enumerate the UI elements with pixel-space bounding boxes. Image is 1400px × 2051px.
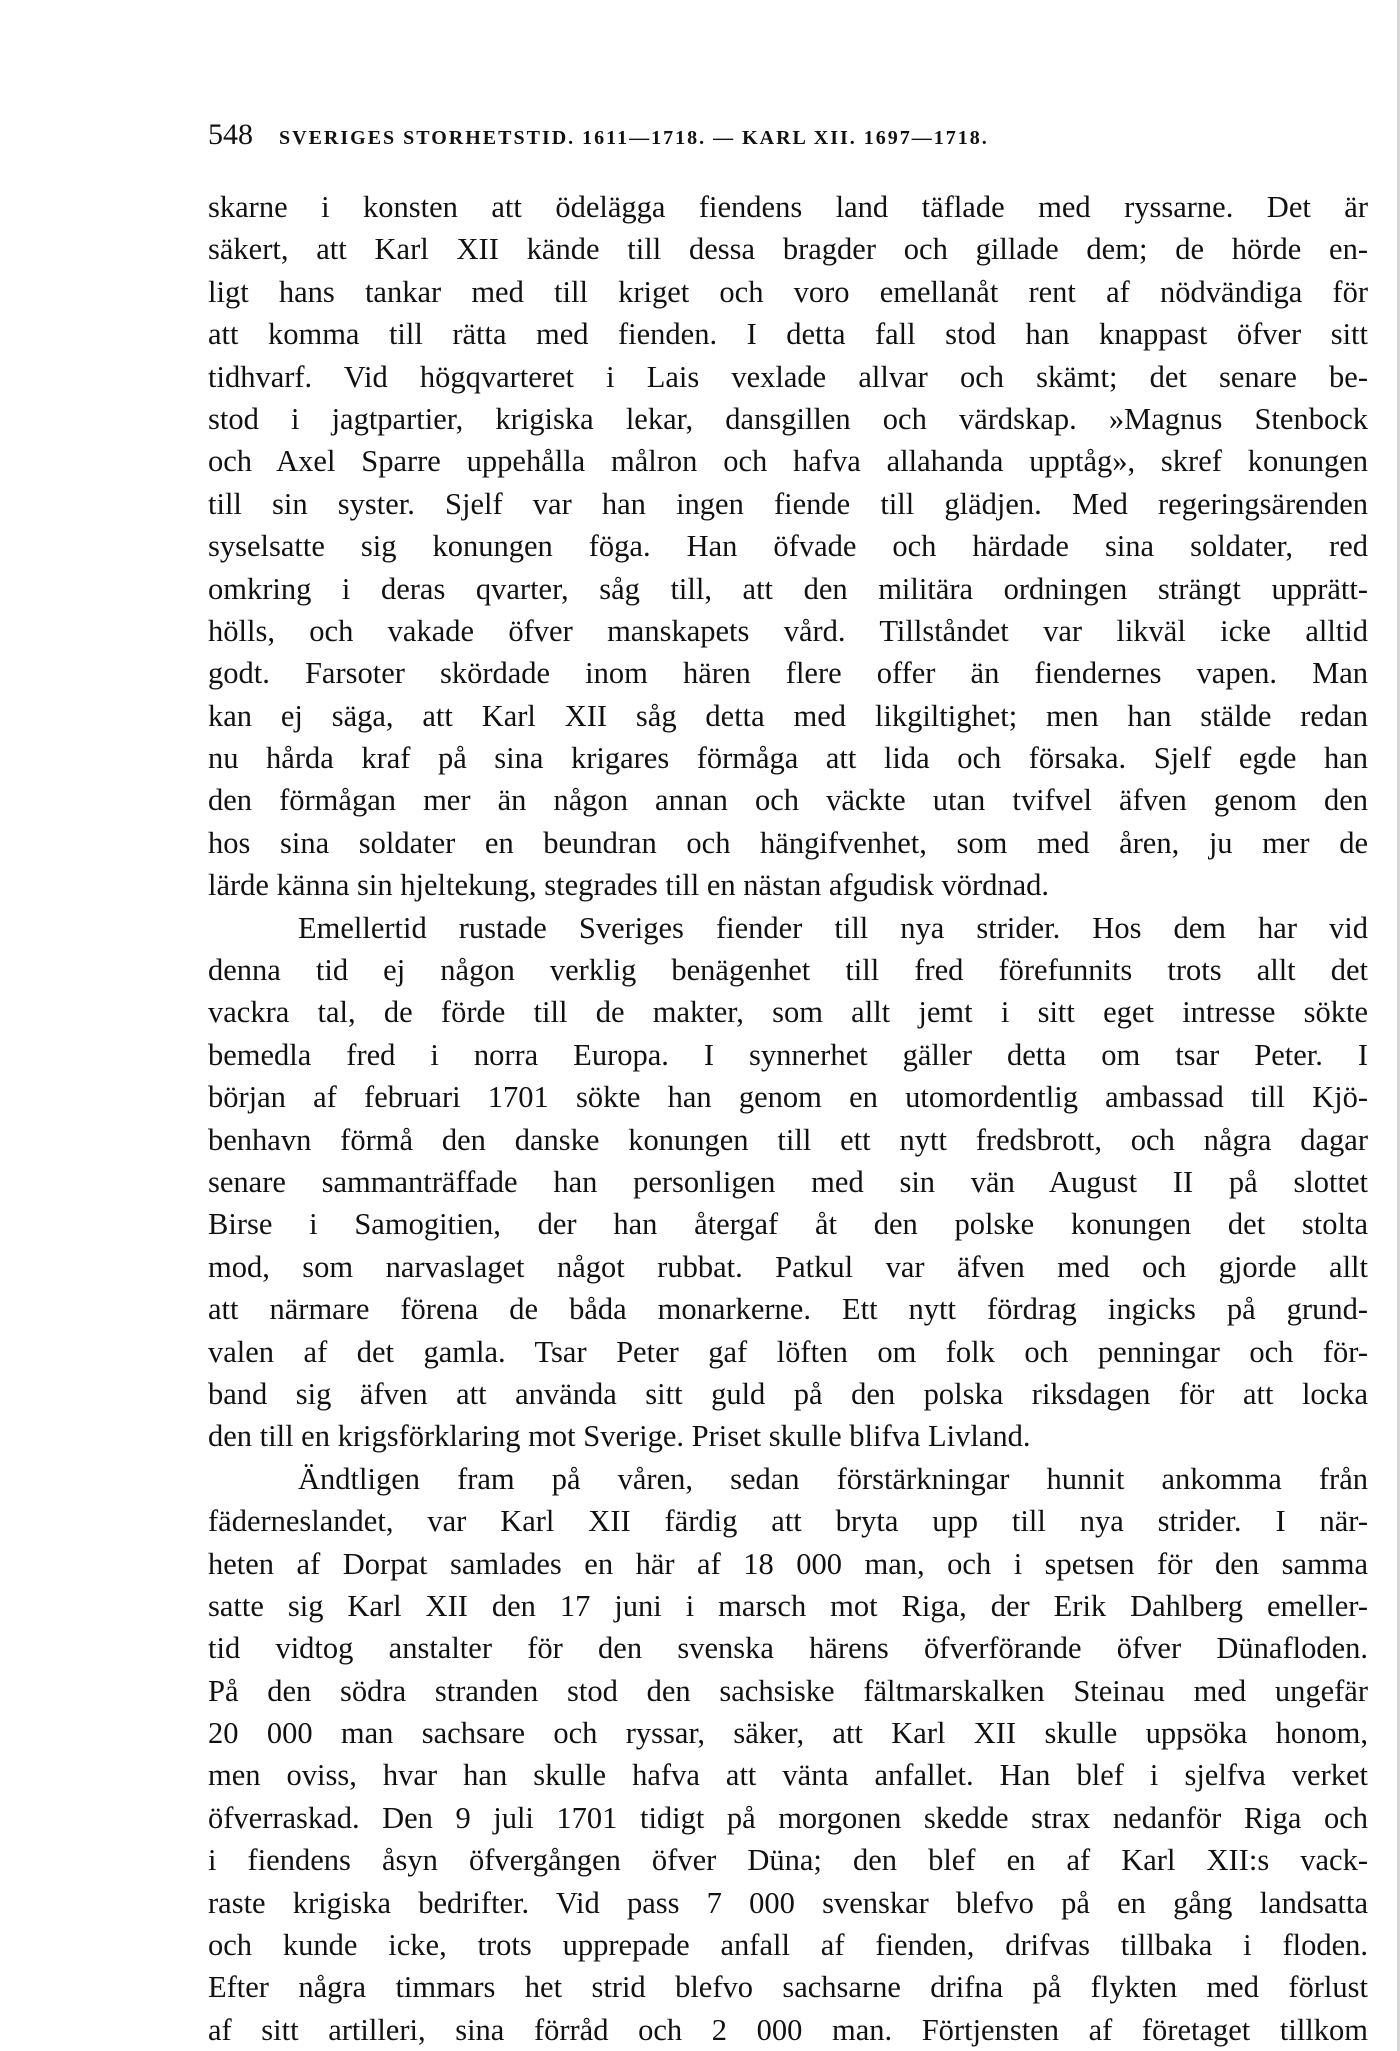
text-line: hos sina soldater en beundran och hängifvenhet, som med åren, ju mer de (208, 825, 1368, 860)
text-line: heten af Dorpat samlades en här af 18 000 man, och i spetsen för den samma (208, 1546, 1368, 1581)
text-line: början af februari 1701 sökte han genom en utomordentlig ambassad till Kjö- (208, 1080, 1368, 1115)
text-line: att närmare förena de båda monarkerne. Ett nytt fördrag ingicks på grund- (208, 1292, 1368, 1327)
text-line: mod, som narvaslaget något rubbat. Patkul var äfven med och gjorde allt (208, 1249, 1368, 1284)
text-line: vackra tal, de förde till de makter, som allt jemt i sitt eget intresse sökte (208, 995, 1368, 1030)
text-line: valen af det gamla. Tsar Peter gaf löften om folk och penningar och för- (208, 1334, 1368, 1369)
page-number: 548 (208, 118, 253, 151)
body-text (208, 186, 1368, 2051)
paragraph-start-line: Ändtligen fram på våren, sedan förstärkningar hunnit ankomma från (298, 1461, 1368, 1496)
paragraph-start-line: Emellertid rustade Sveriges fiender till nya strider. Hos dem har vid (298, 910, 1368, 945)
text-line: kan ej säga, att Karl XII såg detta med likgiltighet; men han stälde redan (208, 698, 1368, 733)
text-line: omkring i deras qvarter, såg till, att den militära ordningen strängt upprätt- (208, 571, 1368, 606)
text-line: den förmågan mer än någon annan och väckte utan tvifvel äfven genom den (208, 783, 1368, 818)
text-line: tid vidtog anstalter för den svenska härens öfverförande öfver Dünafloden. (208, 1631, 1368, 1666)
page-header (208, 118, 1378, 158)
text-line: syselsatte sig konungen föga. Han öfvade och härdade sina soldater, red (208, 529, 1368, 564)
text-line: af sitt artilleri, sina förråd och 2 000 man. Förtjensten af företaget tillkom (208, 2012, 1368, 2047)
text-line: denna tid ej någon verklig benägenhet till fred förefunnits trots allt det (208, 953, 1368, 988)
text-line: senare sammanträffade han personligen med sin vän August II på slottet (208, 1164, 1368, 1199)
text-line: fäderneslandet, var Karl XII färdig att bryta upp till nya strider. I när- (208, 1504, 1368, 1539)
text-line: raste krigiska bedrifter. Vid pass 7 000 svenskar blefvo på en gång landsatta (208, 1885, 1368, 1920)
text-line: nu hårda kraf på sina krigares förmåga att lida och försaka. Sjelf egde han (208, 741, 1368, 776)
text-line: öfverraskad. Den 9 juli 1701 tidigt på morgonen skedde strax nedanför Riga och (208, 1800, 1368, 1835)
text-line: stod i jagtpartier, krigiska lekar, dansgillen och värdskap. »Magnus Stenbock (208, 401, 1368, 436)
paragraph-end-line: den till en krigsförklaring mot Sverige. Priset skulle blifva Livland. (208, 1419, 1031, 1454)
text-line: att komma till rätta med fienden. I detta fall stod han knappast öfver sitt (208, 317, 1368, 352)
text-line: säkert, att Karl XII kände till dessa bragder och gillade dem; de hörde en- (208, 232, 1368, 267)
text-line: band sig äfven att använda sitt guld på den polska riksdagen för att locka (208, 1376, 1368, 1411)
text-line: men oviss, hvar han skulle hafva att vänta anfallet. Han blef i sjelfva verket (208, 1758, 1368, 1793)
paragraph-end-line: lärde känna sin hjeltekung, stegrades till en nästan afgudisk vördnad. (208, 868, 1050, 903)
text-line: tidhvarf. Vid högqvarteret i Lais vexlade allvar och skämt; det senare be- (208, 359, 1368, 394)
text-line: i fiendens åsyn öfvergången öfver Düna; den blef en af Karl XII:s vack- (208, 1843, 1368, 1878)
text-line: hölls, och vakade öfver manskapets vård. Tillståndet var likväl icke alltid (208, 613, 1368, 648)
text-line: Efter några timmars het strid blefvo sachsarne drifna på flykten med förlust (208, 1970, 1368, 2005)
text-line: satte sig Karl XII den 17 juni i marsch mot Riga, der Erik Dahlberg emeller- (208, 1588, 1368, 1623)
text-line: och Axel Sparre uppehålla målron och hafva allahanda upptåg», skref konungen (208, 444, 1368, 479)
text-line: Birse i Samogitien, der han återgaf åt den polske konungen det stolta (208, 1207, 1368, 1242)
text-line: godt. Farsoter skördade inom hären flere offer än fiendernes vapen. Man (208, 656, 1368, 691)
running-title: SVERIGES STORHETSTID. 1611—1718. — KARL XII. 1697—1718. (279, 127, 989, 149)
text-line: och kunde icke, trots upprepade anfall af fienden, drifvas tillbaka i floden. (208, 1928, 1368, 1963)
text-line: På den södra stranden stod den sachsiske fältmarskalken Steinau med ungefär (208, 1673, 1368, 1708)
text-line: skarne i konsten att ödelägga fiendens land täflade med ryssarne. Det är (208, 190, 1368, 224)
text-line: till sin syster. Sjelf var han ingen fiende till glädjen. Med regeringsärenden (208, 486, 1368, 521)
text-line: benhavn förmå den danske konungen till ett nytt fredsbrott, och några dagar (208, 1122, 1368, 1157)
text-line: 20 000 man sachsare och ryssar, säker, att Karl XII skulle uppsöka honom, (208, 1716, 1368, 1751)
text-line: bemedla fred i norra Europa. I synnerhet gäller detta om tsar Peter. I (208, 1037, 1368, 1072)
text-line: ligt hans tankar med till kriget och voro emellanåt rent af nödvändiga för (208, 274, 1368, 309)
